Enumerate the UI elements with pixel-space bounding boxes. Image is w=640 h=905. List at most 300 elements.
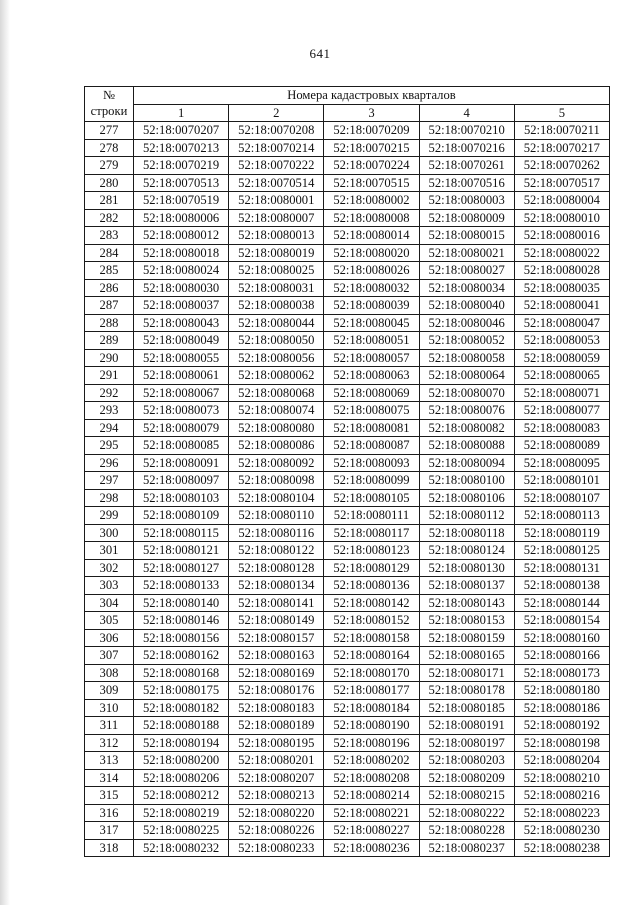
cadastral-number-cell: 52:18:0080228 [419, 822, 514, 840]
cadastral-number-cell: 52:18:0080213 [229, 787, 324, 805]
row-number-cell: 303 [85, 577, 134, 595]
row-number-cell: 311 [85, 717, 134, 735]
row-number-cell: 318 [85, 839, 134, 857]
table-row [85, 349, 610, 367]
cadastral-number-cell: 52:18:0080227 [324, 822, 419, 840]
cadastral-number-cell: 52:18:0080144 [514, 594, 609, 612]
table-row [85, 332, 610, 350]
cadastral-number-cell: 52:18:0080121 [134, 542, 229, 560]
cadastral-number-cell: 52:18:0070519 [134, 192, 229, 210]
table-row [85, 209, 610, 227]
cadastral-number-cell: 52:18:0080067 [134, 384, 229, 402]
cadastral-number-cell: 52:18:0080038 [229, 297, 324, 315]
cadastral-number-cell: 52:18:0080208 [324, 769, 419, 787]
table-row [85, 769, 610, 787]
table-row [85, 227, 610, 245]
cadastral-number-cell: 52:18:0080052 [419, 332, 514, 350]
cadastral-number-cell: 52:18:0080093 [324, 454, 419, 472]
row-number-cell: 312 [85, 734, 134, 752]
column-header-3: 3 [324, 104, 419, 122]
table-row [85, 734, 610, 752]
cadastral-number-cell: 52:18:0080194 [134, 734, 229, 752]
cadastral-number-cell: 52:18:0080178 [419, 682, 514, 700]
row-number-cell: 309 [85, 682, 134, 700]
row-number-cell: 307 [85, 647, 134, 665]
cadastral-number-cell: 52:18:0080045 [324, 314, 419, 332]
cadastral-number-cell: 52:18:0080154 [514, 612, 609, 630]
scan-shadow [0, 0, 10, 905]
cadastral-number-cell: 52:18:0080182 [134, 699, 229, 717]
cadastral-number-cell: 52:18:0070515 [324, 174, 419, 192]
cadastral-number-cell: 52:18:0080039 [324, 297, 419, 315]
cadastral-number-cell: 52:18:0080116 [229, 524, 324, 542]
cadastral-number-cell: 52:18:0080073 [134, 402, 229, 420]
cadastral-number-cell: 52:18:0080057 [324, 349, 419, 367]
row-number-cell: 301 [85, 542, 134, 560]
cadastral-number-cell: 52:18:0080075 [324, 402, 419, 420]
table-row [85, 244, 610, 262]
cadastral-number-cell: 52:18:0080055 [134, 349, 229, 367]
table-row [85, 542, 610, 560]
cadastral-number-cell: 52:18:0080110 [229, 507, 324, 525]
table-row [85, 122, 610, 140]
cadastral-number-cell: 52:18:0080146 [134, 612, 229, 630]
cadastral-number-cell: 52:18:0080166 [514, 647, 609, 665]
cadastral-number-cell: 52:18:0080022 [514, 244, 609, 262]
row-number-cell: 317 [85, 822, 134, 840]
cadastral-number-cell: 52:18:0080143 [419, 594, 514, 612]
cadastral-number-cell: 52:18:0080101 [514, 472, 609, 490]
cadastral-number-cell: 52:18:0080016 [514, 227, 609, 245]
cadastral-number-cell: 52:18:0080014 [324, 227, 419, 245]
cadastral-number-cell: 52:18:0070513 [134, 174, 229, 192]
row-number-cell: 287 [85, 297, 134, 315]
cadastral-number-cell: 52:18:0080192 [514, 717, 609, 735]
table-row [85, 454, 610, 472]
cadastral-number-cell: 52:18:0080047 [514, 314, 609, 332]
page-number: 641 [309, 46, 331, 61]
cadastral-number-cell: 52:18:0070214 [229, 139, 324, 157]
cadastral-number-cell: 52:18:0080156 [134, 629, 229, 647]
cadastral-number-cell: 52:18:0080092 [229, 454, 324, 472]
cadastral-number-cell: 52:18:0080207 [229, 769, 324, 787]
row-number-label: строки [90, 104, 128, 118]
cadastral-number-cell: 52:18:0080220 [229, 804, 324, 822]
cadastral-number-cell: 52:18:0080008 [324, 209, 419, 227]
cadastral-number-cell: 52:18:0080131 [514, 559, 609, 577]
cadastral-number-cell: 52:18:0080053 [514, 332, 609, 350]
cadastral-number-cell: 52:18:0080056 [229, 349, 324, 367]
cadastral-number-cell: 52:18:0070224 [324, 157, 419, 175]
cadastral-number-cell: 52:18:0080129 [324, 559, 419, 577]
cadastral-number-cell: 52:18:0080001 [229, 192, 324, 210]
row-number-cell: 277 [85, 122, 134, 140]
cadastral-number-cell: 52:18:0080134 [229, 577, 324, 595]
table-row [85, 402, 610, 420]
cadastral-number-cell: 52:18:0080204 [514, 752, 609, 770]
row-number-cell: 315 [85, 787, 134, 805]
table-row [85, 629, 610, 647]
column-header-4: 4 [419, 104, 514, 122]
table-row [85, 682, 610, 700]
cadastral-number-cell: 52:18:0070216 [419, 139, 514, 157]
table-row [85, 489, 610, 507]
cadastral-number-cell: 52:18:0080100 [419, 472, 514, 490]
cadastral-number-cell: 52:18:0080020 [324, 244, 419, 262]
cadastral-number-cell: 52:18:0080031 [229, 279, 324, 297]
cadastral-number-cell: 52:18:0080091 [134, 454, 229, 472]
cadastral-number-cell: 52:18:0080200 [134, 752, 229, 770]
cadastral-number-cell: 52:18:0080097 [134, 472, 229, 490]
cadastral-number-cell: 52:18:0080043 [134, 314, 229, 332]
table-row [85, 647, 610, 665]
cadastral-number-cell: 52:18:0080087 [324, 437, 419, 455]
table-row [85, 559, 610, 577]
cadastral-number-cell: 52:18:0080233 [229, 839, 324, 857]
cadastral-number-cell: 52:18:0080195 [229, 734, 324, 752]
row-number-cell: 280 [85, 174, 134, 192]
table-row [85, 787, 610, 805]
cadastral-number-cell: 52:18:0080149 [229, 612, 324, 630]
row-number-cell: 293 [85, 402, 134, 420]
cadastral-number-cell: 52:18:0080094 [419, 454, 514, 472]
cadastral-number-cell: 52:18:0080040 [419, 297, 514, 315]
cadastral-number-cell: 52:18:0080103 [134, 489, 229, 507]
cadastral-number-cell: 52:18:0080201 [229, 752, 324, 770]
cadastral-number-cell: 52:18:0080035 [514, 279, 609, 297]
cadastral-number-cell: 52:18:0080007 [229, 209, 324, 227]
cadastral-number-cell: 52:18:0080203 [419, 752, 514, 770]
cadastral-number-cell: 52:18:0080169 [229, 664, 324, 682]
row-number-cell: 284 [85, 244, 134, 262]
cadastral-number-cell: 52:18:0080058 [419, 349, 514, 367]
row-number-cell: 295 [85, 437, 134, 455]
table-row [85, 384, 610, 402]
row-number-cell: 286 [85, 279, 134, 297]
cadastral-number-cell: 52:18:0080223 [514, 804, 609, 822]
row-number-cell: 300 [85, 524, 134, 542]
cadastral-number-cell: 52:18:0080118 [419, 524, 514, 542]
cadastral-number-cell: 52:18:0070514 [229, 174, 324, 192]
cadastral-number-cell: 52:18:0080165 [419, 647, 514, 665]
row-number-cell: 297 [85, 472, 134, 490]
cadastral-number-cell: 52:18:0080196 [324, 734, 419, 752]
cadastral-number-cell: 52:18:0080202 [324, 752, 419, 770]
row-number-cell: 305 [85, 612, 134, 630]
cadastral-number-cell: 52:18:0080225 [134, 822, 229, 840]
cadastral-number-cell: 52:18:0080188 [134, 717, 229, 735]
cadastral-number-cell: 52:18:0080190 [324, 717, 419, 735]
table-row [85, 594, 610, 612]
cadastral-number-cell: 52:18:0080071 [514, 384, 609, 402]
cadastral-number-cell: 52:18:0080138 [514, 577, 609, 595]
cadastral-number-cell: 52:18:0070207 [134, 122, 229, 140]
cadastral-number-cell: 52:18:0080010 [514, 209, 609, 227]
cadastral-number-cell: 52:18:0080185 [419, 699, 514, 717]
cadastral-number-cell: 52:18:0080013 [229, 227, 324, 245]
row-number-cell: 294 [85, 419, 134, 437]
row-number-cell: 298 [85, 489, 134, 507]
cadastral-number-cell: 52:18:0080104 [229, 489, 324, 507]
cadastral-number-cell: 52:18:0080050 [229, 332, 324, 350]
table-row [85, 699, 610, 717]
cadastral-number-cell: 52:18:0080028 [514, 262, 609, 280]
table-row [85, 839, 610, 857]
cadastral-number-cell: 52:18:0080214 [324, 787, 419, 805]
cadastral-number-cell: 52:18:0080021 [419, 244, 514, 262]
cadastral-number-cell: 52:18:0070219 [134, 157, 229, 175]
row-number-cell: 288 [85, 314, 134, 332]
cadastral-number-cell: 52:18:0080081 [324, 419, 419, 437]
cadastral-number-cell: 52:18:0080189 [229, 717, 324, 735]
cadastral-number-cell: 52:18:0080003 [419, 192, 514, 210]
cadastral-number-cell: 52:18:0080061 [134, 367, 229, 385]
cadastral-number-cell: 52:18:0070209 [324, 122, 419, 140]
cadastral-number-cell: 52:18:0080117 [324, 524, 419, 542]
table-row [85, 157, 610, 175]
cadastral-number-cell: 52:18:0080159 [419, 629, 514, 647]
cadastral-number-cell: 52:18:0070208 [229, 122, 324, 140]
cadastral-number-cell: 52:18:0070262 [514, 157, 609, 175]
row-number-cell: 283 [85, 227, 134, 245]
table-body [85, 122, 610, 857]
cadastral-quarters-table [84, 86, 610, 857]
cadastral-number-cell: 52:18:0080015 [419, 227, 514, 245]
cadastral-number-cell: 52:18:0080041 [514, 297, 609, 315]
cadastral-number-cell: 52:18:0080198 [514, 734, 609, 752]
cadastral-number-cell: 52:18:0080062 [229, 367, 324, 385]
cadastral-number-cell: 52:18:0080076 [419, 402, 514, 420]
cadastral-number-cell: 52:18:0080085 [134, 437, 229, 455]
row-number-cell: 278 [85, 139, 134, 157]
cadastral-number-cell: 52:18:0080191 [419, 717, 514, 735]
cadastral-number-cell: 52:18:0080024 [134, 262, 229, 280]
cadastral-number-cell: 52:18:0080186 [514, 699, 609, 717]
cadastral-number-cell: 52:18:0080099 [324, 472, 419, 490]
cadastral-number-cell: 52:18:0080219 [134, 804, 229, 822]
cadastral-number-cell: 52:18:0080004 [514, 192, 609, 210]
cadastral-number-cell: 52:18:0080018 [134, 244, 229, 262]
cadastral-number-cell: 52:18:0080125 [514, 542, 609, 560]
quarters-group-header: Номера кадастровых кварталов [134, 87, 610, 105]
table-row [85, 314, 610, 332]
cadastral-number-cell: 52:18:0080162 [134, 647, 229, 665]
row-number-cell: 282 [85, 209, 134, 227]
cadastral-number-cell: 52:18:0080088 [419, 437, 514, 455]
row-number-cell: 279 [85, 157, 134, 175]
cadastral-number-cell: 52:18:0080086 [229, 437, 324, 455]
cadastral-number-cell: 52:18:0080025 [229, 262, 324, 280]
row-number-cell: 292 [85, 384, 134, 402]
cadastral-number-cell: 52:18:0080158 [324, 629, 419, 647]
cadastral-number-cell: 52:18:0080141 [229, 594, 324, 612]
table-row [85, 174, 610, 192]
cadastral-number-cell: 52:18:0080030 [134, 279, 229, 297]
row-number-cell: 306 [85, 629, 134, 647]
cadastral-number-cell: 52:18:0080019 [229, 244, 324, 262]
row-number-cell: 304 [85, 594, 134, 612]
cadastral-number-cell: 52:18:0080063 [324, 367, 419, 385]
table-row [85, 612, 610, 630]
cadastral-number-cell: 52:18:0080128 [229, 559, 324, 577]
table-row [85, 472, 610, 490]
cadastral-number-cell: 52:18:0080049 [134, 332, 229, 350]
row-number-cell: 299 [85, 507, 134, 525]
cadastral-number-cell: 52:18:0080230 [514, 822, 609, 840]
cadastral-number-cell: 52:18:0080059 [514, 349, 609, 367]
table-header [85, 87, 610, 122]
cadastral-number-cell: 52:18:0080171 [419, 664, 514, 682]
cadastral-number-cell: 52:18:0080216 [514, 787, 609, 805]
cadastral-number-cell: 52:18:0070213 [134, 139, 229, 157]
table-row [85, 804, 610, 822]
cadastral-number-cell: 52:18:0080157 [229, 629, 324, 647]
cadastral-number-cell: 52:18:0080168 [134, 664, 229, 682]
cadastral-number-cell: 52:18:0080002 [324, 192, 419, 210]
cadastral-number-cell: 52:18:0080080 [229, 419, 324, 437]
cadastral-number-cell: 52:18:0080180 [514, 682, 609, 700]
row-number-symbol: № [102, 88, 116, 102]
cadastral-number-cell: 52:18:0070217 [514, 139, 609, 157]
cadastral-number-cell: 52:18:0080074 [229, 402, 324, 420]
table-row [85, 279, 610, 297]
table-row [85, 192, 610, 210]
column-header-2: 2 [229, 104, 324, 122]
table-row [85, 139, 610, 157]
table-row [85, 664, 610, 682]
cadastral-number-cell: 52:18:0080027 [419, 262, 514, 280]
table-row [85, 524, 610, 542]
cadastral-number-cell: 52:18:0080133 [134, 577, 229, 595]
cadastral-number-cell: 52:18:0080079 [134, 419, 229, 437]
cadastral-number-cell: 52:18:0070516 [419, 174, 514, 192]
cadastral-number-cell: 52:18:0080226 [229, 822, 324, 840]
cadastral-number-cell: 52:18:0080064 [419, 367, 514, 385]
cadastral-number-cell: 52:18:0080111 [324, 507, 419, 525]
row-number-cell: 310 [85, 699, 134, 717]
cadastral-number-cell: 52:18:0080215 [419, 787, 514, 805]
row-number-cell: 313 [85, 752, 134, 770]
cadastral-number-cell: 52:18:0070215 [324, 139, 419, 157]
cadastral-number-cell: 52:18:0080044 [229, 314, 324, 332]
table-row [85, 577, 610, 595]
cadastral-number-cell: 52:18:0080112 [419, 507, 514, 525]
row-number-cell: 296 [85, 454, 134, 472]
cadastral-number-cell: 52:18:0080098 [229, 472, 324, 490]
cadastral-number-cell: 52:18:0080184 [324, 699, 419, 717]
cadastral-number-cell: 52:18:0080077 [514, 402, 609, 420]
table-row [85, 419, 610, 437]
column-header-1: 1 [134, 104, 229, 122]
cadastral-number-cell: 52:18:0080051 [324, 332, 419, 350]
table-row [85, 262, 610, 280]
cadastral-number-cell: 52:18:0080046 [419, 314, 514, 332]
cadastral-number-cell: 52:18:0080095 [514, 454, 609, 472]
cadastral-number-cell: 52:18:0080175 [134, 682, 229, 700]
cadastral-number-cell: 52:18:0080238 [514, 839, 609, 857]
table-row [85, 297, 610, 315]
cadastral-number-cell: 52:18:0080212 [134, 787, 229, 805]
cadastral-number-cell: 52:18:0080136 [324, 577, 419, 595]
cadastral-number-cell: 52:18:0080237 [419, 839, 514, 857]
cadastral-number-cell: 52:18:0080009 [419, 209, 514, 227]
table-row [85, 717, 610, 735]
row-number-cell: 281 [85, 192, 134, 210]
row-number-cell: 308 [85, 664, 134, 682]
cadastral-number-cell: 52:18:0080177 [324, 682, 419, 700]
cadastral-number-cell: 52:18:0080153 [419, 612, 514, 630]
cadastral-number-cell: 52:18:0080034 [419, 279, 514, 297]
cadastral-number-cell: 52:18:0080183 [229, 699, 324, 717]
table-row [85, 367, 610, 385]
cadastral-number-cell: 52:18:0080083 [514, 419, 609, 437]
row-number-cell: 316 [85, 804, 134, 822]
cadastral-number-cell: 52:18:0080107 [514, 489, 609, 507]
cadastral-number-cell: 52:18:0080164 [324, 647, 419, 665]
cadastral-number-cell: 52:18:0080122 [229, 542, 324, 560]
table-row [85, 437, 610, 455]
cadastral-number-cell: 52:18:0080152 [324, 612, 419, 630]
row-number-cell: 290 [85, 349, 134, 367]
cadastral-number-cell: 52:18:0080026 [324, 262, 419, 280]
cadastral-number-cell: 52:18:0070261 [419, 157, 514, 175]
cadastral-number-cell: 52:18:0080236 [324, 839, 419, 857]
cadastral-number-cell: 52:18:0080173 [514, 664, 609, 682]
cadastral-number-cell: 52:18:0080113 [514, 507, 609, 525]
cadastral-number-cell: 52:18:0080209 [419, 769, 514, 787]
cadastral-number-cell: 52:18:0080163 [229, 647, 324, 665]
cadastral-number-cell: 52:18:0080123 [324, 542, 419, 560]
cadastral-number-cell: 52:18:0080012 [134, 227, 229, 245]
row-number-cell: 285 [85, 262, 134, 280]
cadastral-number-cell: 52:18:0080221 [324, 804, 419, 822]
cadastral-number-cell: 52:18:0080142 [324, 594, 419, 612]
cadastral-number-cell: 52:18:0070222 [229, 157, 324, 175]
cadastral-number-cell: 52:18:0080032 [324, 279, 419, 297]
row-number-cell: 302 [85, 559, 134, 577]
cadastral-number-cell: 52:18:0080130 [419, 559, 514, 577]
row-number-cell: 314 [85, 769, 134, 787]
cadastral-number-cell: 52:18:0080069 [324, 384, 419, 402]
table-row [85, 822, 610, 840]
cadastral-number-cell: 52:18:0080089 [514, 437, 609, 455]
cadastral-number-cell: 52:18:0070211 [514, 122, 609, 140]
cadastral-number-cell: 52:18:0080037 [134, 297, 229, 315]
cadastral-number-cell: 52:18:0080176 [229, 682, 324, 700]
cadastral-number-cell: 52:18:0080160 [514, 629, 609, 647]
row-number-cell: 289 [85, 332, 134, 350]
cadastral-number-cell: 52:18:0080115 [134, 524, 229, 542]
cadastral-number-cell: 52:18:0080140 [134, 594, 229, 612]
table-row [85, 507, 610, 525]
cadastral-number-cell: 52:18:0080068 [229, 384, 324, 402]
cadastral-number-cell: 52:18:0080170 [324, 664, 419, 682]
cadastral-number-cell: 52:18:0080105 [324, 489, 419, 507]
cadastral-number-cell: 52:18:0080137 [419, 577, 514, 595]
cadastral-number-cell: 52:18:0080124 [419, 542, 514, 560]
cadastral-number-cell: 52:18:0080119 [514, 524, 609, 542]
cadastral-number-cell: 52:18:0070210 [419, 122, 514, 140]
row-number-cell: 291 [85, 367, 134, 385]
cadastral-number-cell: 52:18:0070517 [514, 174, 609, 192]
column-header-5: 5 [514, 104, 609, 122]
cadastral-number-cell: 52:18:0080109 [134, 507, 229, 525]
row-number-header [85, 87, 134, 122]
cadastral-number-cell: 52:18:0080082 [419, 419, 514, 437]
cadastral-number-cell: 52:18:0080070 [419, 384, 514, 402]
table-row [85, 752, 610, 770]
cadastral-number-cell: 52:18:0080232 [134, 839, 229, 857]
